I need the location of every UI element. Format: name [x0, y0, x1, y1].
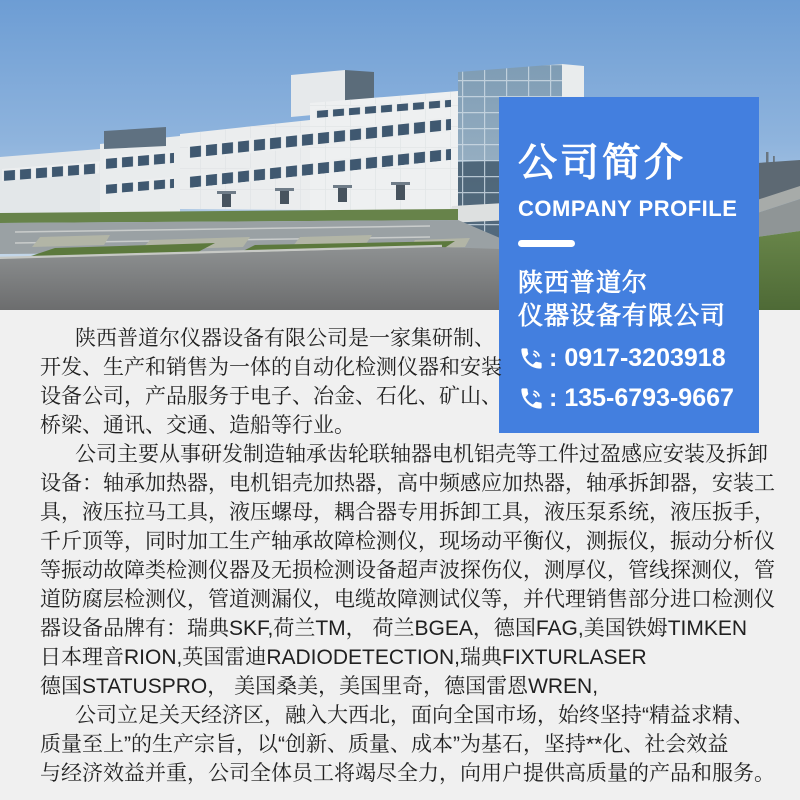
body-line: 具，液压拉马工具，液压螺母，耦合器专用拆卸工具，液压泵系统，液压扳手， — [40, 501, 775, 524]
body-line: 设备公司，产品服务于电子、冶金、石化、矿山、 — [40, 385, 502, 408]
body-line: 道防腐层检测仪，管道测漏仪，电缆故障测试仪等，并代理销售部分进口检测仪 — [40, 588, 775, 611]
phone-number-1: 0917-3203918 — [564, 344, 726, 372]
body-line: 桥梁、通讯、交通、造船等行业。 — [40, 414, 355, 437]
phone-separator: : — [549, 384, 558, 412]
panel-title-cn: 公司简介 — [518, 142, 687, 185]
body-line: 千斤顶等，同时加工生产轴承故障检测仪，现场动平衡仪，测振仪，振动分析仪 — [40, 530, 775, 553]
body-line: 设备：轴承加热器，电机铝壳加热器，高中频感应加热器，轴承拆卸器，安装工 — [40, 472, 775, 495]
divider-bar — [518, 240, 575, 247]
left-wing — [0, 149, 100, 217]
body-line: 德国STATUSPRO， 美国桑美，美国里奇，德国雷恩WREN, — [40, 675, 599, 698]
body-line: 日本理音RION,英国雷迪RADIODETECTION,瑞典FIXTURLASER — [40, 646, 647, 669]
far-right-building — [757, 152, 800, 310]
body-line: 质量至上”的生产宗旨，以“创新、质量、成本”为基石，坚持**化、社会效益 — [40, 733, 729, 756]
body-line: 开发、生产和销售为一体的自动化检测仪器和安装 — [40, 356, 502, 379]
body-line: 与经济效益并重，公司全体员工将竭尽全力，向用户提供高质量的产品和服务。 — [40, 762, 775, 785]
company-name-line1: 陕西普道尔 — [518, 269, 649, 297]
body-line: 陕西普道尔仪器设备有限公司是一家集研制、 — [75, 327, 495, 350]
phone-number-2: 135-6793-9667 — [564, 384, 734, 412]
body-line: 器设备品牌有：瑞典SKF,荷兰TM， 荷兰BGEA，德国FAG,美国铁姆TIMKEN — [40, 617, 748, 640]
company-name-line2: 仪器设备有限公司 — [518, 302, 727, 330]
panel-title-en: COMPANY PROFILE — [518, 196, 738, 221]
grounds — [0, 209, 500, 310]
left-block — [100, 127, 180, 213]
company-description — [0, 324, 800, 788]
phone-separator: : — [549, 344, 558, 372]
body-line: 公司立足关天经济区，融入大西北，面向全国市场，始终坚持“精益求精、 — [75, 704, 754, 727]
body-line: 公司主要从事研发制造轴承齿轮联轴器电机铝壳等工件过盈感应安装及拆卸 — [75, 443, 768, 466]
body-line: 等振动故障类检测仪器及无损检测设备超声波探伤仪，测厚仪，管线探测仪，管 — [40, 559, 775, 582]
